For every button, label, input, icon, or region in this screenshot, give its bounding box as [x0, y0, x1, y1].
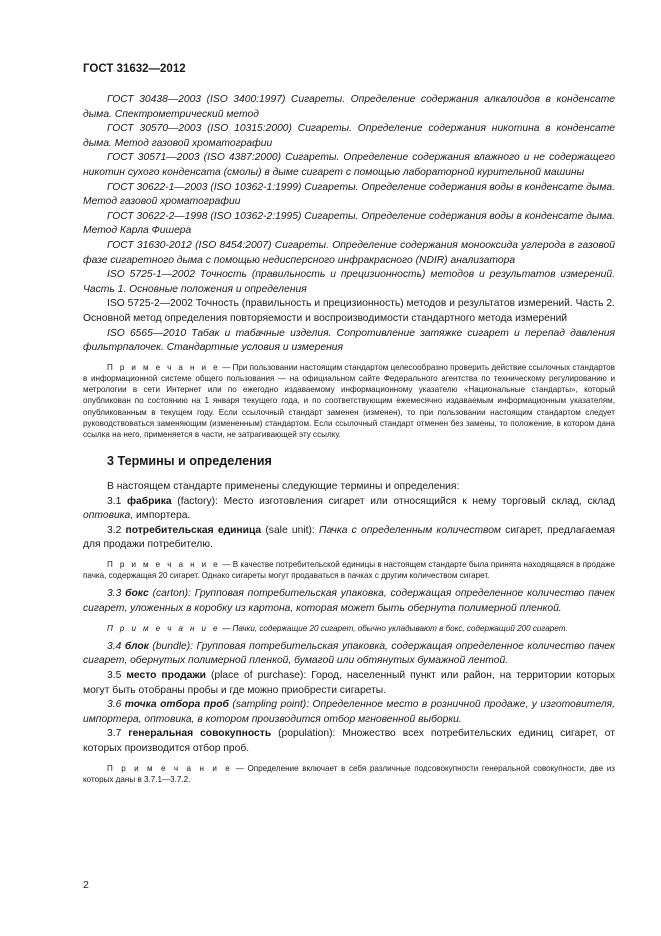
term-name: потребительская единица [125, 524, 262, 536]
term-3-6: 3.6 точка отбора проб (sampling point): Определенное место в розничной продаже, у изготовителя, импортера, оптовика, в котором производится отбор мгновенной выборки. [83, 699, 615, 725]
note-3-7: П р и м е ч а н и е — Определение включает в себя различные подсовокупности генеральной совокупности, две из которых даны в 3.7.1—3.7.2. [83, 763, 615, 784]
document-header: ГОСТ 31632—2012 [83, 63, 186, 75]
term-name: блок [124, 640, 149, 652]
document-body [83, 93, 615, 791]
page-number: 2 [83, 879, 89, 891]
note-text: — При пользовании настоящим стандартом целесообразно проверить действие ссылочных стандартов в информационной системе общего пользования — на официальном сайте Федерального агентства по техническому регулированию и метрологии в сети Интернет или по ежегодно издаваемому информационному указателю «Национальные стандарты», который опубликован по состоянию на 1 января текущего года, и по соответствующим ежемесячно издаваемым информационным указателям, опубликованным в текущем году. Если ссылочный стандарт заменен (изменен), то при пользовании настоящим стандартом следует руководствоваться заменяющим (измененным) стандартом. Если ссылочный стандарт отменен без замены, то положение, в котором дана ссылка на него, применяется в части, не затрагивающей эту ссылку. [83, 362, 615, 439]
reference-item: ISO 5725-2—2002 Точность (правильность и прецизионность) методов и результатов измерений. Часть 2. Основной метод определения повторяемости и воспроизводимости стандартного метода измерений [83, 298, 615, 324]
reference-item: ГОСТ 30622-1—2003 (ISO 10362-1:1999) Сигареты. Определение содержания воды в конденсате дыма. Метод газовой хроматографии [83, 181, 615, 208]
reference-item: ГОСТ 30622-2—1998 (ISO 10362-2:1995) Сигареты. Определение содержания воды в конденсате дыма. Метод Карла Фишера [83, 210, 615, 237]
reference-item: ГОСТ 30438—2003 (ISO 3400:1997) Сигареты. Определение содержания алкалоидов в конденсате дыма. Спектрометрический метод [83, 94, 615, 120]
note-3-2: П р и м е ч а н и е — В качестве потребительской единицы в настоящем стандарте была принята находящаяся в продаже пачка, содержащая 20 сигарет. Однако сигареты могут продаваться в пачках с другим количеством сигарет. [83, 560, 615, 581]
reference-item: ГОСТ 30570—2003 (ISO 10315:2000) Сигареты. Определение содержания никотина в конденсате дыма. Метод газовой хроматографии [83, 123, 615, 149]
term-3-2: 3.2 потребительская единица (sale unit): Пачка с определенным количеством сигарет, предлагаемая для продажи потребителю. [83, 524, 616, 551]
term-3-7: 3.7 генеральная совокупность (population): Множество всех потребительских единиц сигарет, от которых производится отбор проб. [83, 728, 615, 755]
term-3-4: 3.4 блок (bundle): Групповая потребительская упаковка, содержащая определенное количество пачек сигарет, обернутых полимерной пленкой, бумагой или обтянутых бумажной лентой. [83, 640, 615, 667]
term-3-3: 3.3 бокс (carton): Групповая потребительская упаковка, содержащая определенное количество пачек сигарет, уложенных в коробку из картона, которая может быть обернута полимерной пленкой. [83, 588, 615, 615]
term-name: генеральная совокупность [128, 728, 272, 740]
reference-item: ГОСТ 31630-2012 (ISO 8454:2007) Сигареты. Определение содержания монооксида углерода в газовой фазе сигаретного дыма с помощью недисперсного инфракрасного (NDIR) анализатора [83, 239, 615, 266]
reference-item: ГОСТ 30571—2003 (ISO 4387:2000) Сигареты. Определение содержания влажного и не содержащего никотин сухого конденсата (смолы) в дыме сигарет с помощью лабораторной курительной машины [83, 152, 615, 178]
reference-item: ISO 6565—2010 Табак и табачные изделия. Сопротивление затяжке сигарет и перепад давления фильтрпалочек. Стандартные условия и измерения [83, 327, 615, 354]
note-3-3: П р и м е ч а н и е — Пачки, содержащие 20 сигарет, обычно укладывают в бокс, содержащий 200 сигарет. [107, 623, 568, 633]
term-name: точка отбора проб [124, 699, 229, 711]
term-name: бокс [125, 588, 149, 600]
term-3-5: 3.5 место продажи (place of purchase): Город, населенный пункт или район, на территории которых могут быть отобраны пробы и где можно приобрести сигареты. [83, 670, 615, 696]
note-references [83, 362, 615, 440]
section-heading: 3 Термины и определения [107, 454, 272, 469]
reference-item: ISO 5725-1—2002 Точность (правильность и прецизионность) методов и результатов измерений. Часть 1. Основные положения и определения [83, 269, 615, 295]
term-name: фабрика [127, 495, 172, 507]
term-name: место продажи [126, 670, 206, 682]
note-label: П р и м е ч а н и е [107, 362, 220, 372]
term-3-1: 3.1 фабрика (factory): Место изготовления сигарет или относящийся к нему торговый склад, склад оптовика, импортера. [83, 495, 615, 522]
section-intro: В настоящем стандарте применены следующие термины и определения: [107, 481, 460, 493]
